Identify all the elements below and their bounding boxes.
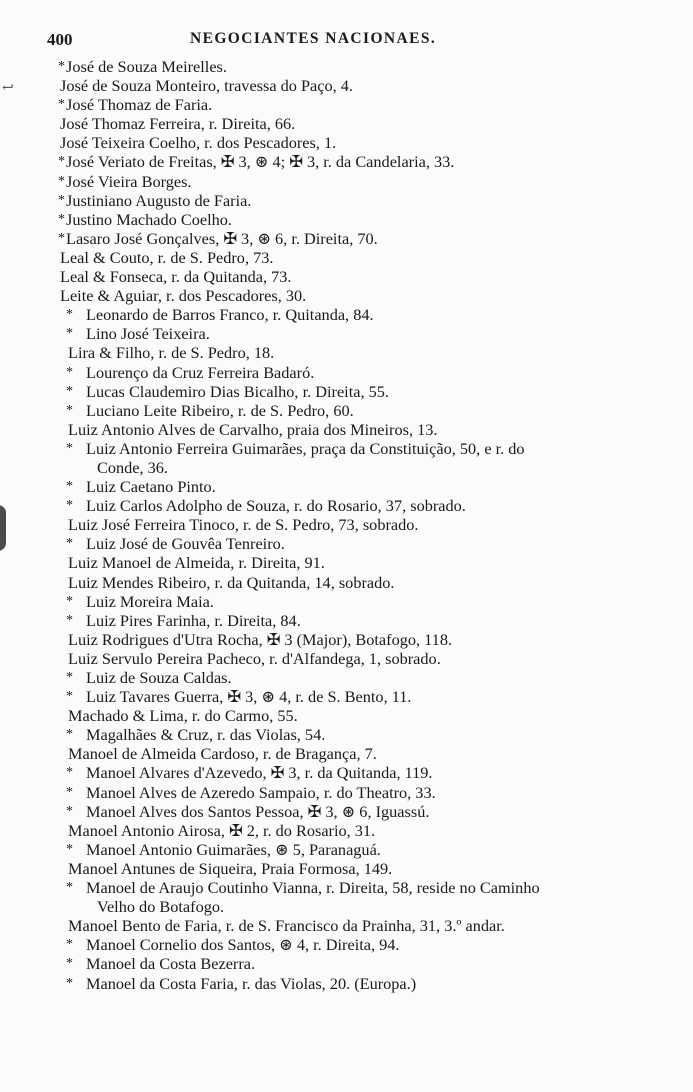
entry-text: Magalhães & Cruz, r. das Violas, 54. <box>86 725 326 745</box>
directory-entry <box>0 229 693 248</box>
entry-text: Luiz Moreira Maia. <box>86 591 214 611</box>
asterisk-mark: * <box>66 956 73 972</box>
entry-text: Manoel Antonio Guimarães, ⊛ 5, Paranaguá. <box>86 839 381 859</box>
directory-entry <box>0 324 693 343</box>
asterisk-mark: * <box>66 689 73 705</box>
entry-text: Leite & Aguiar, r. dos Pescadores, 30. <box>60 286 307 306</box>
entry-text: Manoel da Costa Bezerra. <box>86 954 256 974</box>
directory-entry <box>0 916 693 935</box>
directory-entry <box>0 515 693 534</box>
asterisk-mark: * <box>66 975 73 991</box>
entry-text: Conde, 36. <box>97 457 168 477</box>
asterisk-mark: * <box>66 841 73 857</box>
page-number: 400 <box>47 30 73 49</box>
entry-continuation <box>0 458 693 477</box>
asterisk-mark: * <box>66 440 73 456</box>
directory-entry <box>0 687 693 706</box>
entry-text: José Vieira Borges. <box>66 171 192 191</box>
asterisk-mark: * <box>66 479 73 495</box>
asterisk-mark: * <box>66 402 73 418</box>
asterisk-mark: * <box>66 593 73 609</box>
directory-entry <box>0 840 693 859</box>
entry-text: Luiz José Ferreira Tinoco, r. de S. Pedro, 73, sobrado. <box>68 515 419 535</box>
directory-entry <box>0 573 693 592</box>
directory-entry <box>0 802 693 821</box>
asterisk-mark: * <box>66 937 73 953</box>
asterisk-mark: * <box>66 765 73 781</box>
entry-text: Manoel Alvares d'Azevedo, ✠ 3, r. da Quitanda, 119. <box>86 763 433 783</box>
directory-entry <box>0 401 693 420</box>
entry-text: Manoel Cornelio dos Santos, ⊛ 4, r. Direita, 94. <box>86 935 400 955</box>
directory-entry <box>0 477 693 496</box>
entry-text: Luiz Antonio Ferreira Guimarães, praça da Constituição, 50, e r. do <box>86 438 525 458</box>
directory-entry <box>0 363 693 382</box>
entry-text: Luiz Manoel de Almeida, r. Direita, 91. <box>68 553 325 573</box>
entry-text: Manoel Antonio Airosa, ✠ 2, r. do Rosario, 31. <box>68 820 376 840</box>
entry-text: José Veriato de Freitas, ✠ 3, ⊛ 4; ✠ 3, r. da Candelaria, 33. <box>66 152 455 172</box>
directory-entry <box>0 420 693 439</box>
entry-text: Luiz Caetano Pinto. <box>86 477 216 497</box>
directory-entry <box>0 76 693 95</box>
entry-continuation <box>0 897 693 916</box>
directory-entry <box>0 859 693 878</box>
entry-text: Lasaro José Gonçalves, ✠ 3, ⊛ 6, r. Direita, 70. <box>66 228 378 248</box>
directory-entry <box>0 553 693 572</box>
entry-text: Luiz Servulo Pereira Pacheco, r. d'Alfandega, 1, sobrado. <box>68 648 441 668</box>
asterisk-mark: * <box>58 173 65 189</box>
directory-entry <box>0 439 693 458</box>
directory-entry <box>0 248 693 267</box>
directory-entry <box>0 954 693 973</box>
directory-entry <box>0 821 693 840</box>
directory-entry <box>0 133 693 152</box>
asterisk-mark: * <box>66 536 73 552</box>
asterisk-mark: * <box>58 59 65 74</box>
entry-text: Machado & Lima, r. do Carmo, 55. <box>68 706 298 726</box>
entry-text: Leal & Couto, r. de S. Pedro, 73. <box>60 247 274 267</box>
entry-text: Luiz Carlos Adolpho de Souza, r. do Rosario, 37, sobrado. <box>86 496 466 516</box>
asterisk-mark: * <box>66 803 73 819</box>
asterisk-mark: * <box>58 97 65 113</box>
entry-text: José Thomaz Ferreira, r. Direita, 66. <box>60 114 296 134</box>
asterisk-mark: * <box>66 727 73 743</box>
entry-text: Leal & Fonseca, r. da Quitanda, 73. <box>60 267 292 287</box>
entry-text: Justiniano Augusto de Faria. <box>66 190 252 210</box>
entry-text: Luiz de Souza Caldas. <box>86 668 232 687</box>
entry-text: Manoel Alves dos Santos Pessoa, ✠ 3, ⊛ 6, Iguassú. <box>86 801 430 821</box>
directory-entry <box>0 630 693 649</box>
entry-text: Luiz Pires Farinha, r. Direita, 84. <box>86 610 301 630</box>
asterisk-mark: * <box>66 307 73 323</box>
entry-text: José Teixeira Coelho, r. dos Pescadores, 1. <box>60 133 337 153</box>
entry-text: Manoel de Araujo Coutinho Vianna, r. Direita, 58, reside no Caminho <box>86 878 540 898</box>
asterisk-mark: * <box>66 880 73 896</box>
directory-entry <box>0 210 693 229</box>
entry-text: José de Souza Meirelles. <box>66 57 227 76</box>
entry-text: Manoel Bento de Faria, r. de S. Francisco da Prainha, 31, 3.º andar. <box>68 916 505 936</box>
entry-text: Leonardo de Barros Franco, r. Quitanda, 84. <box>86 305 374 325</box>
asterisk-mark: * <box>66 784 73 800</box>
margin-mark: ↩ <box>2 81 14 96</box>
asterisk-mark: * <box>58 211 65 227</box>
directory-entry <box>0 763 693 782</box>
directory-entry <box>0 744 693 763</box>
directory-entry <box>0 534 693 553</box>
directory-entry <box>0 878 693 897</box>
directory-entry <box>0 57 693 76</box>
asterisk-mark: * <box>66 612 73 628</box>
directory-entry <box>0 706 693 725</box>
directory-entry <box>0 668 693 687</box>
entry-text: Manoel Alves de Azeredo Sampaio, r. do Theatro, 33. <box>86 782 436 802</box>
directory-entry <box>0 305 693 324</box>
asterisk-mark: * <box>66 670 73 685</box>
asterisk-mark: * <box>66 364 73 380</box>
entry-text: Lira & Filho, r. de S. Pedro, 18. <box>68 343 275 363</box>
entry-text: Manoel Antunes de Siqueira, Praia Formosa, 149. <box>68 858 393 878</box>
running-title: NEGOCIANTES NACIONAES. <box>190 30 437 47</box>
asterisk-mark: * <box>66 326 73 342</box>
asterisk-mark: * <box>66 383 73 399</box>
directory-entry <box>0 783 693 802</box>
asterisk-mark: * <box>58 230 65 246</box>
entry-text: Manoel de Almeida Cardoso, r. de Bragança, 7. <box>68 744 377 764</box>
asterisk-mark: * <box>58 154 65 170</box>
entry-text: Lourenço da Cruz Ferreira Badaró. <box>86 362 315 382</box>
entry-text: Luiz Rodrigues d'Utra Rocha, ✠ 3 (Major), Botafogo, 118. <box>68 629 453 649</box>
entry-text: Lino José Teixeira. <box>86 324 210 344</box>
directory-entry <box>0 496 693 515</box>
directory-entry <box>0 611 693 630</box>
directory-entry <box>0 592 693 611</box>
directory-entry <box>0 114 693 133</box>
directory-entry <box>0 935 693 954</box>
directory-entry <box>0 725 693 744</box>
entry-text: Luiz José de Gouvêa Tenreiro. <box>86 534 285 554</box>
entry-text: José Thomaz de Faria. <box>66 95 213 115</box>
directory-entry <box>0 343 693 362</box>
directory-entry <box>0 649 693 668</box>
entry-text: Justino Machado Coelho. <box>66 209 232 229</box>
entry-text: Manoel da Costa Faria, r. das Violas, 20. (Europa.) <box>86 973 417 993</box>
entry-text: Luiz Tavares Guerra, ✠ 3, ⊛ 4, r. de S. Bento, 11. <box>86 687 412 707</box>
directory-entry <box>0 191 693 210</box>
entry-text: Luciano Leite Ribeiro, r. de S. Pedro, 60. <box>86 400 354 420</box>
directory-entry <box>0 172 693 191</box>
directory-entry <box>0 974 693 993</box>
asterisk-mark: * <box>66 498 73 514</box>
entry-text: Lucas Claudemiro Dias Bicalho, r. Direita, 55. <box>86 381 389 401</box>
directory-entry <box>0 267 693 286</box>
directory-list <box>0 57 693 993</box>
directory-entry <box>0 382 693 401</box>
directory-entry <box>0 95 693 114</box>
asterisk-mark: * <box>58 192 65 208</box>
entry-text: Velho do Botafogo. <box>97 897 225 917</box>
entry-text: Luiz Mendes Ribeiro, r. da Quitanda, 14, sobrado. <box>68 572 395 592</box>
entry-text: Luiz Antonio Alves de Carvalho, praia dos Mineiros, 13. <box>68 419 438 439</box>
directory-entry <box>0 152 693 171</box>
directory-entry <box>0 286 693 305</box>
entry-text: José de Souza Monteiro, travessa do Paço, 4. <box>60 76 353 96</box>
page-header <box>47 30 487 50</box>
